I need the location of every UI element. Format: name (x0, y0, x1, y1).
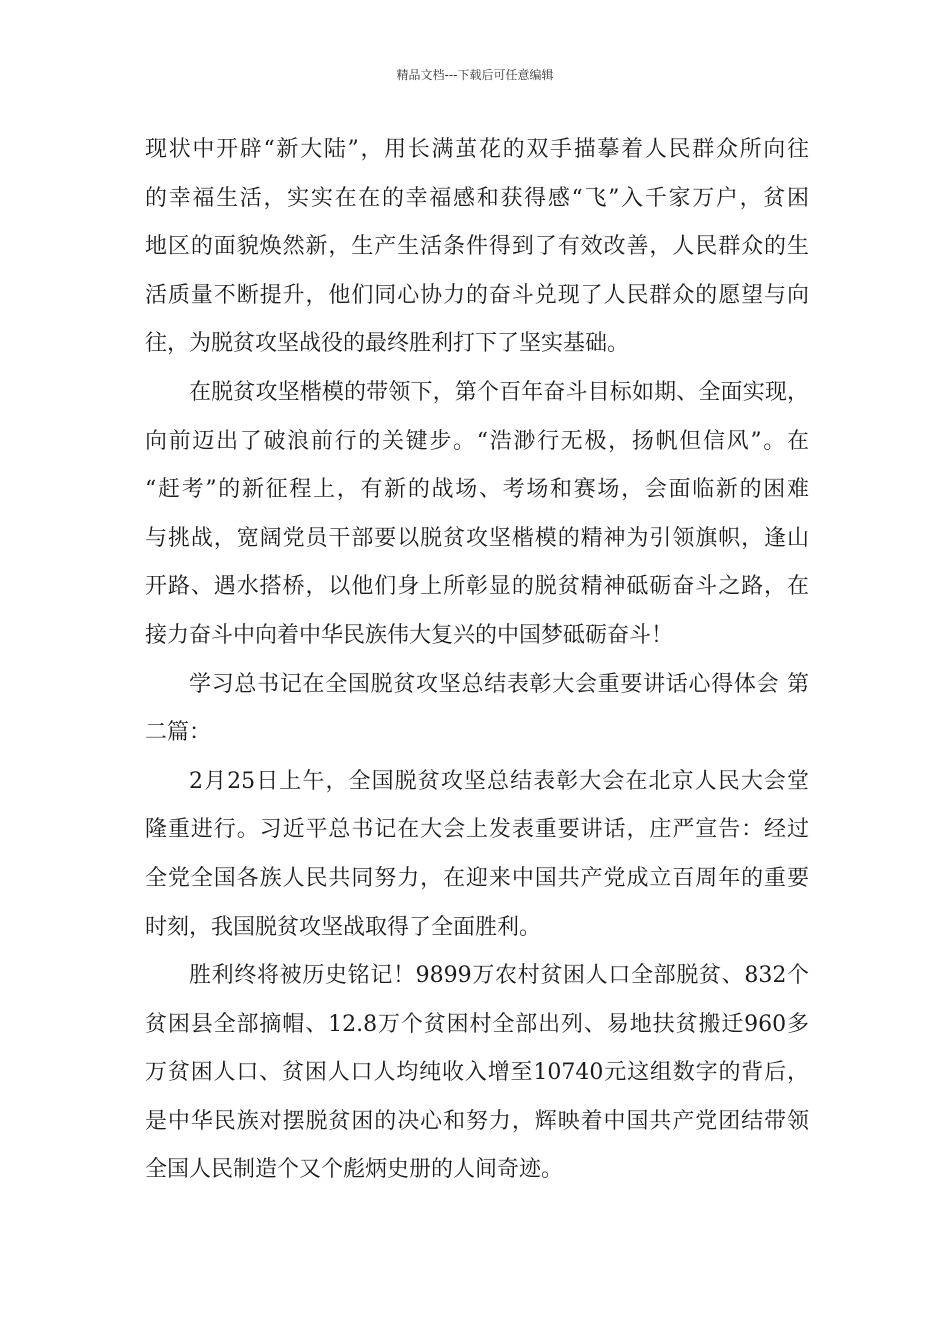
text-line: 全国人民制造个又个彪炳史册的人间奇迹。 (145, 1157, 564, 1183)
text-line: 隆重进行。习近平总书记在大会上发表重要讲话，庄严宣告：经过 (145, 817, 809, 843)
text-line: “赶考”的新征程上，有新的战场、考场和赛场，会面临新的困难 (145, 477, 809, 503)
paragraph-1 (145, 126, 809, 369)
text-line: 全党全国各族人民共同努力，在迎来中国共产党成立百周年的重要 (145, 865, 809, 891)
text-line: 接力奋斗中向着中华民族伟大复兴的中国梦砥砺奋斗！ (145, 622, 674, 648)
text-line: 向前迈出了破浪前行的关键步。“浩渺行无极，扬帆但信风”。在 (145, 428, 809, 454)
text-line: 学习总书记在全国脱贫攻坚总结表彰大会重要讲话心得体会 第 (189, 671, 809, 697)
text-line: 开路、遇水搭桥，以他们身上所彰显的脱贫精神砥砺奋斗之路，在 (145, 574, 809, 600)
text-line: 胜利终将被历史铭记！9899万农村贫困人口全部脱贫、832个 (189, 963, 809, 989)
text-line: 活质量不断提升，他们同心协力的奋斗兑现了人民群众的愿望与向 (145, 282, 809, 308)
text-line: 现状中开辟“新大陆”，用长满茧花的双手描摹着人民群众所向往 (145, 137, 809, 162)
text-line: 地区的面貌焕然新，生产生活条件得到了有效改善，人民群众的生 (145, 234, 809, 260)
text-line: 贫困县全部摘帽、12.8万个贫困村全部出列、易地扶贫搬迁960多 (145, 1011, 809, 1037)
text-line: 二篇： (145, 720, 212, 746)
paragraph-3 (145, 758, 809, 952)
text-line: 时刻，我国脱贫攻坚战取得了全面胜利。 (145, 914, 542, 940)
text-line: 与挑战，宽阔党员干部要以脱贫攻坚楷模的精神为引领旗帜，逢山 (145, 525, 809, 551)
text-line: 万贫困人口、贫困人口人均纯收入增至10740元这组数字的背后， (145, 1060, 809, 1086)
page-header: 精品文档---下载后可任意编辑 (396, 68, 554, 82)
paragraph-2 (145, 369, 809, 661)
text-line: 2月25日上午，全国脱贫攻坚总结表彰大会在北京人民大会堂 (189, 768, 809, 794)
text-line: 在脱贫攻坚楷模的带领下，第个百年奋斗目标如期、全面实现， (189, 379, 809, 405)
text-line: 是中华民族对摆脱贫困的决心和努力，辉映着中国共产党团结带领 (145, 1108, 809, 1134)
text-line: 的幸福生活，实实在在的幸福感和获得感“飞”入千家万户，贫困 (145, 185, 809, 211)
section-heading (145, 661, 809, 758)
paragraph-4 (145, 952, 809, 1195)
document-body (145, 126, 809, 1195)
text-line: 往，为脱贫攻坚战役的最终胜利打下了坚实基础。 (145, 331, 630, 357)
